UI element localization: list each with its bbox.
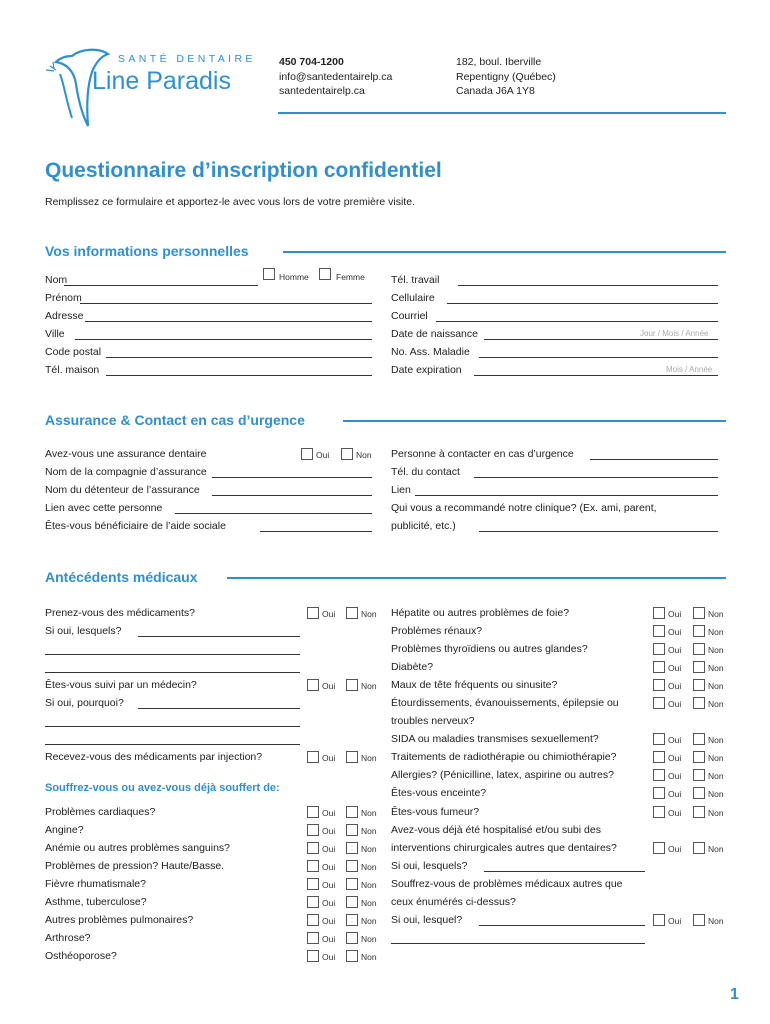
condition-5-oui-checkbox[interactable] bbox=[307, 896, 319, 908]
condition-8-label: Osthéoporose? bbox=[45, 950, 117, 962]
medical-right-10-label: Êtes-vous enceinte? bbox=[391, 787, 487, 799]
medical-left-8-label: Recevez-vous des médicaments par injection? bbox=[45, 751, 263, 763]
medical-right-2-oui-checkbox[interactable] bbox=[653, 643, 665, 655]
medical-left-0-non-checkbox[interactable] bbox=[346, 607, 358, 619]
medical-right-17-non-checkbox[interactable] bbox=[693, 914, 705, 926]
website[interactable]: santedentairelp.ca bbox=[279, 85, 365, 97]
oui-label: Oui bbox=[322, 826, 336, 836]
condition-8-non-checkbox[interactable] bbox=[346, 950, 358, 962]
personal-left-4-field[interactable] bbox=[106, 346, 372, 358]
phone: 450 704-1200 bbox=[279, 56, 344, 68]
condition-4-label: Fièvre rhumatismale? bbox=[45, 878, 146, 890]
non-label: Non bbox=[708, 771, 724, 781]
insurance-left-3-label: Lien avec cette personne bbox=[45, 502, 163, 514]
medical-right-7-non-checkbox[interactable] bbox=[693, 733, 705, 745]
oui-label: Oui bbox=[322, 862, 336, 872]
insurance-oui-checkbox[interactable] bbox=[301, 448, 313, 460]
medical-right-0-non-checkbox[interactable] bbox=[693, 607, 705, 619]
address-block bbox=[456, 55, 556, 99]
medical-right-9-non-checkbox[interactable] bbox=[693, 769, 705, 781]
medical-right-5-non-checkbox[interactable] bbox=[693, 697, 705, 709]
medical-right-3-label: Diabète? bbox=[391, 661, 434, 673]
medical-left-1-field[interactable] bbox=[138, 625, 300, 637]
medical-right-16-label: ceux énumérés ci-dessus? bbox=[391, 896, 516, 908]
logo-tagline: SANTÉ DENTAIRE bbox=[118, 53, 256, 65]
oui-label: Oui bbox=[668, 753, 682, 763]
medical-left-4-oui-checkbox[interactable] bbox=[307, 679, 319, 691]
conditions-subheading: Souffrez-vous ou avez-vous déjà souffert de: bbox=[45, 782, 280, 794]
non-label: Non bbox=[361, 844, 377, 854]
oui-label: Oui bbox=[668, 844, 682, 854]
non-label: Non bbox=[361, 826, 377, 836]
medical-right-0-oui-checkbox[interactable] bbox=[653, 607, 665, 619]
insurance-right-3-label: Qui vous a recommandé notre clinique? (Ex. ami, parent, bbox=[391, 502, 657, 514]
medical-left-blank-field[interactable] bbox=[45, 733, 300, 745]
insurance-right-1-label: Tél. du contact bbox=[391, 466, 460, 478]
expiry-hint: Mois / Année bbox=[666, 365, 713, 374]
birth-date-hint: Jour / Mois / Année bbox=[640, 329, 709, 338]
oui-label: Oui bbox=[322, 916, 336, 926]
femme-label: Femme bbox=[336, 272, 365, 282]
oui-label: Oui bbox=[322, 952, 336, 962]
header-rule bbox=[278, 112, 726, 114]
personal-right-4-field[interactable] bbox=[479, 346, 718, 358]
non-label: Non bbox=[361, 862, 377, 872]
condition-2-non-checkbox[interactable] bbox=[346, 842, 358, 854]
oui-label: Oui bbox=[668, 645, 682, 655]
personal-right-5-label: Date expiration bbox=[391, 364, 462, 376]
medical-left-blank-field[interactable] bbox=[45, 661, 300, 673]
personal-right-3-label: Date de naissance bbox=[391, 328, 478, 340]
oui-label: Oui bbox=[668, 609, 682, 619]
oui-label: Oui bbox=[322, 808, 336, 818]
homme-label: Homme bbox=[279, 272, 309, 282]
oui-label: Oui bbox=[316, 450, 330, 460]
personal-right-2-field[interactable] bbox=[436, 310, 718, 322]
oui-label: Oui bbox=[322, 934, 336, 944]
section-personal-heading: Vos informations personnelles bbox=[45, 243, 249, 259]
personal-left-4-label: Code postal bbox=[45, 346, 102, 358]
medical-right-4-label: Maux de tête fréquents ou sinusite? bbox=[391, 679, 558, 691]
condition-1-oui-checkbox[interactable] bbox=[307, 824, 319, 836]
condition-6-non-checkbox[interactable] bbox=[346, 914, 358, 926]
condition-1-label: Angine? bbox=[45, 824, 84, 836]
non-label: Non bbox=[708, 844, 724, 854]
medical-left-1-label: Si oui, lesquels? bbox=[45, 625, 122, 637]
insurance-right-4-field[interactable] bbox=[479, 520, 718, 532]
medical-right-17-oui-checkbox[interactable] bbox=[653, 914, 665, 926]
medical-right-1-oui-checkbox[interactable] bbox=[653, 625, 665, 637]
personal-left-5-label: Tél. maison bbox=[45, 364, 100, 376]
condition-2-label: Anémie ou autres problèmes sanguins? bbox=[45, 842, 231, 854]
insurance-left-1-field[interactable] bbox=[212, 466, 372, 478]
medical-right-1-label: Problèmes rénaux? bbox=[391, 625, 483, 637]
non-label: Non bbox=[708, 609, 724, 619]
non-label: Non bbox=[708, 735, 724, 745]
condition-0-label: Problèmes cardiaques? bbox=[45, 806, 156, 818]
personal-left-0-label: Nom bbox=[45, 274, 68, 286]
non-label: Non bbox=[708, 681, 724, 691]
non-label: Non bbox=[708, 627, 724, 637]
condition-5-label: Asthme, tuberculose? bbox=[45, 896, 147, 908]
insurance-right-0-field[interactable] bbox=[590, 448, 718, 460]
oui-label: Oui bbox=[668, 663, 682, 673]
condition-5-non-checkbox[interactable] bbox=[346, 896, 358, 908]
oui-label: Oui bbox=[322, 880, 336, 890]
medical-right-7-oui-checkbox[interactable] bbox=[653, 733, 665, 745]
insurance-right-0-label: Personne à contacter en cas d’urgence bbox=[391, 448, 574, 460]
medical-right-11-oui-checkbox[interactable] bbox=[653, 806, 665, 818]
oui-label: Oui bbox=[668, 789, 682, 799]
medical-right-1-non-checkbox[interactable] bbox=[693, 625, 705, 637]
oui-label: Oui bbox=[668, 699, 682, 709]
page-title: Questionnaire d’inscription confidentiel bbox=[45, 159, 442, 182]
address-line: Repentigny (Québec) bbox=[456, 70, 556, 83]
medical-right-13-oui-checkbox[interactable] bbox=[653, 842, 665, 854]
condition-4-non-checkbox[interactable] bbox=[346, 878, 358, 890]
oui-label: Oui bbox=[322, 844, 336, 854]
medical-right-17-label: Si oui, lesquel? bbox=[391, 914, 463, 926]
insurance-left-3-field[interactable] bbox=[175, 502, 372, 514]
logo-name: Line Paradis bbox=[92, 67, 231, 95]
medical-right-11-non-checkbox[interactable] bbox=[693, 806, 705, 818]
medical-left-0-oui-checkbox[interactable] bbox=[307, 607, 319, 619]
insurance-left-4-field[interactable] bbox=[260, 520, 372, 532]
homme-checkbox[interactable] bbox=[263, 268, 275, 280]
insurance-right-1-field[interactable] bbox=[474, 466, 719, 478]
non-label: Non bbox=[361, 934, 377, 944]
condition-4-oui-checkbox[interactable] bbox=[307, 878, 319, 890]
condition-3-label: Problèmes de pression? Haute/Basse. bbox=[45, 860, 225, 872]
medical-left-4-label: Êtes-vous suivi par un médecin? bbox=[45, 679, 197, 691]
non-label: Non bbox=[361, 916, 377, 926]
medical-right-8-oui-checkbox[interactable] bbox=[653, 751, 665, 763]
medical-right-14-field[interactable] bbox=[484, 860, 645, 872]
medical-right-5-label: Étourdissements, évanouissements, épilepsie ou bbox=[391, 697, 619, 709]
non-label: Non bbox=[361, 681, 377, 691]
medical-right-10-oui-checkbox[interactable] bbox=[653, 787, 665, 799]
non-label: Non bbox=[708, 916, 724, 926]
section-rule bbox=[343, 420, 726, 422]
medical-right-5-oui-checkbox[interactable] bbox=[653, 697, 665, 709]
contact-block bbox=[279, 55, 392, 99]
femme-checkbox[interactable] bbox=[319, 268, 331, 280]
personal-right-2-label: Courriel bbox=[391, 310, 428, 322]
non-label: Non bbox=[356, 450, 372, 460]
medical-left-blank-field[interactable] bbox=[45, 643, 300, 655]
page-number: 1 bbox=[730, 986, 739, 1003]
personal-left-3-label: Ville bbox=[45, 328, 65, 340]
condition-7-non-checkbox[interactable] bbox=[346, 932, 358, 944]
medical-right-4-non-checkbox[interactable] bbox=[693, 679, 705, 691]
personal-right-0-field[interactable] bbox=[458, 274, 718, 286]
oui-label: Oui bbox=[668, 735, 682, 745]
email[interactable]: info@santedentairelp.ca bbox=[279, 70, 393, 83]
condition-6-oui-checkbox[interactable] bbox=[307, 914, 319, 926]
medical-left-8-non-checkbox[interactable] bbox=[346, 751, 358, 763]
personal-left-2-field[interactable] bbox=[85, 310, 372, 322]
medical-right-9-label: Allergies? (Pénicilline, latex, aspirine ou autres? bbox=[391, 769, 614, 781]
section-rule bbox=[227, 577, 726, 579]
non-label: Non bbox=[708, 645, 724, 655]
medical-right-10-non-checkbox[interactable] bbox=[693, 787, 705, 799]
oui-label: Oui bbox=[668, 627, 682, 637]
insurance-left-2-field[interactable] bbox=[212, 484, 372, 496]
medical-right-14-label: Si oui, lesquels? bbox=[391, 860, 468, 872]
medical-right-15-label: Souffrez-vous de problèmes médicaux autres que bbox=[391, 878, 623, 890]
medical-right-8-non-checkbox[interactable] bbox=[693, 751, 705, 763]
condition-3-oui-checkbox[interactable] bbox=[307, 860, 319, 872]
address-line: Canada J6A 1Y8 bbox=[456, 85, 535, 97]
condition-7-label: Arthrose? bbox=[45, 932, 91, 944]
intro-text: Remplissez ce formulaire et apportez-le avec vous lors de votre première visite. bbox=[45, 196, 415, 208]
medical-left-0-label: Prenez-vous des médicaments? bbox=[45, 607, 195, 619]
oui-label: Oui bbox=[668, 808, 682, 818]
medical-right-0-label: Hépatite ou autres problèmes de foie? bbox=[391, 607, 570, 619]
non-label: Non bbox=[361, 808, 377, 818]
condition-0-non-checkbox[interactable] bbox=[346, 806, 358, 818]
medical-right-13-non-checkbox[interactable] bbox=[693, 842, 705, 854]
condition-3-non-checkbox[interactable] bbox=[346, 860, 358, 872]
medical-left-8-oui-checkbox[interactable] bbox=[307, 751, 319, 763]
non-label: Non bbox=[708, 753, 724, 763]
condition-7-oui-checkbox[interactable] bbox=[307, 932, 319, 944]
condition-2-oui-checkbox[interactable] bbox=[307, 842, 319, 854]
insurance-right-2-label: Lien bbox=[391, 484, 411, 496]
personal-right-1-label: Cellulaire bbox=[391, 292, 435, 304]
medical-right-2-non-checkbox[interactable] bbox=[693, 643, 705, 655]
medical-right-9-oui-checkbox[interactable] bbox=[653, 769, 665, 781]
personal-left-2-label: Adresse bbox=[45, 310, 84, 322]
condition-8-oui-checkbox[interactable] bbox=[307, 950, 319, 962]
medical-right-12-label: Avez-vous déjà été hospitalisé et/ou subi des bbox=[391, 824, 601, 836]
address-line: 182, boul. Iberville bbox=[456, 56, 542, 68]
medical-right-7-label: SIDA ou maladies transmises sexuellement? bbox=[391, 733, 599, 745]
medical-right-2-label: Problèmes thyroïdiens ou autres glandes? bbox=[391, 643, 588, 655]
non-label: Non bbox=[708, 808, 724, 818]
insurance-non-checkbox[interactable] bbox=[341, 448, 353, 460]
oui-label: Oui bbox=[668, 681, 682, 691]
insurance-right-2-field[interactable] bbox=[415, 484, 718, 496]
oui-label: Oui bbox=[668, 771, 682, 781]
insurance-right-4-label: publicité, etc.) bbox=[391, 520, 456, 532]
non-label: Non bbox=[708, 663, 724, 673]
medical-right-13-label: interventions chirurgicales autres que dentaires? bbox=[391, 842, 617, 854]
medical-right-8-label: Traitements de radiothérapie ou chimiothérapie? bbox=[391, 751, 617, 763]
personal-right-0-label: Tél. travail bbox=[391, 274, 440, 286]
insurance-left-0-label: Avez-vous une assurance dentaire bbox=[45, 448, 207, 460]
insurance-left-2-label: Nom du détenteur de l’assurance bbox=[45, 484, 200, 496]
medical-right-11-label: Êtes-vous fumeur? bbox=[391, 806, 480, 818]
personal-right-4-label: No. Ass. Maladie bbox=[391, 346, 470, 358]
non-label: Non bbox=[361, 880, 377, 890]
oui-label: Oui bbox=[322, 681, 336, 691]
personal-left-3-field[interactable] bbox=[75, 328, 373, 340]
condition-1-non-checkbox[interactable] bbox=[346, 824, 358, 836]
medical-right-4-oui-checkbox[interactable] bbox=[653, 679, 665, 691]
personal-right-1-field[interactable] bbox=[447, 292, 718, 304]
medical-right-3-non-checkbox[interactable] bbox=[693, 661, 705, 673]
condition-0-oui-checkbox[interactable] bbox=[307, 806, 319, 818]
medical-right-17-field[interactable] bbox=[479, 914, 645, 926]
medical-left-5-field[interactable] bbox=[138, 697, 300, 709]
personal-left-0-field[interactable] bbox=[64, 274, 258, 286]
section-medical-heading: Antécédents médicaux bbox=[45, 569, 198, 585]
medical-right-blank-field[interactable] bbox=[391, 932, 645, 944]
section-insurance-heading: Assurance & Contact en cas d’urgence bbox=[45, 412, 305, 428]
medical-right-3-oui-checkbox[interactable] bbox=[653, 661, 665, 673]
medical-left-blank-field[interactable] bbox=[45, 715, 300, 727]
insurance-left-1-label: Nom de la compagnie d’assurance bbox=[45, 466, 207, 478]
non-label: Non bbox=[361, 609, 377, 619]
oui-label: Oui bbox=[322, 898, 336, 908]
personal-left-1-field[interactable] bbox=[80, 292, 372, 304]
medical-right-6-label: troubles nerveux? bbox=[391, 715, 475, 727]
personal-left-5-field[interactable] bbox=[106, 364, 372, 376]
non-label: Non bbox=[361, 898, 377, 908]
non-label: Non bbox=[361, 753, 377, 763]
medical-left-4-non-checkbox[interactable] bbox=[346, 679, 358, 691]
section-rule bbox=[283, 251, 726, 253]
personal-left-1-label: Prénom bbox=[45, 292, 82, 304]
non-label: Non bbox=[708, 699, 724, 709]
oui-label: Oui bbox=[668, 916, 682, 926]
medical-left-5-label: Si oui, pourquoi? bbox=[45, 697, 124, 709]
non-label: Non bbox=[361, 952, 377, 962]
insurance-left-4-label: Êtes-vous bénéficiaire de l’aide sociale bbox=[45, 520, 226, 532]
oui-label: Oui bbox=[322, 753, 336, 763]
condition-6-label: Autres problèmes pulmonaires? bbox=[45, 914, 194, 926]
oui-label: Oui bbox=[322, 609, 336, 619]
non-label: Non bbox=[708, 789, 724, 799]
